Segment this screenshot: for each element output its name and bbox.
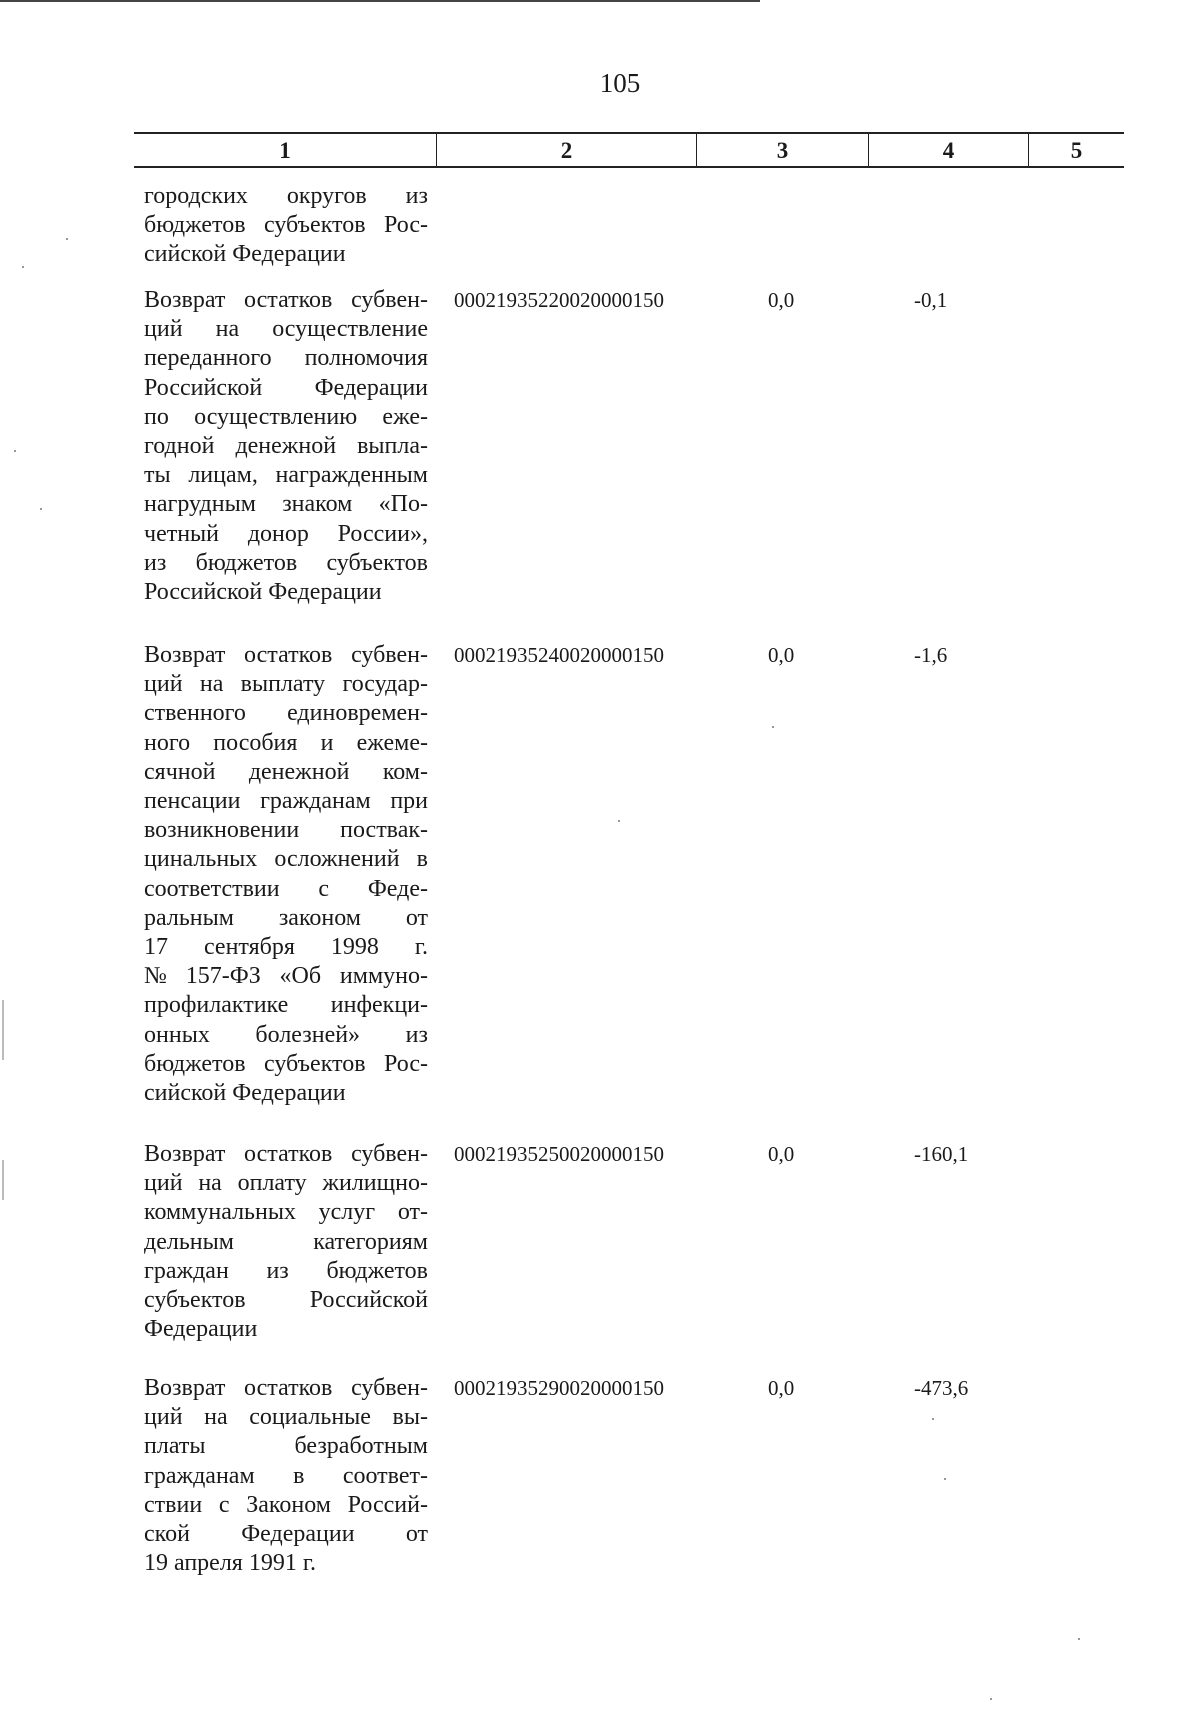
row-name-cell <box>144 1374 428 1578</box>
scan-speck <box>1078 1638 1080 1640</box>
budget-table <box>134 132 1124 1577</box>
row-name-line: ций на социальные вы- <box>144 1404 428 1431</box>
page-number: 105 <box>599 68 641 98</box>
row-name-cell <box>144 641 428 1108</box>
row-code-cell: 00021935250020000150 <box>454 1142 664 1166</box>
row-code-cell: 00021935240020000150 <box>454 643 664 667</box>
row-name-line: гражданам в соответ- <box>144 1462 428 1489</box>
row-code-cell: 00021935290020000150 <box>454 1376 664 1400</box>
scan-speck <box>22 266 24 268</box>
scan-speck <box>40 508 42 510</box>
row-name-line: ской Федерации от <box>144 1521 428 1548</box>
row-name-line: Российской Федерации <box>144 374 428 401</box>
row-col3-cell: 0,0 <box>768 643 795 667</box>
header-col-3: 3 <box>696 134 868 166</box>
row-name-line: Возврат остатков субвен- <box>144 642 428 668</box>
row-name-line: № 157-ФЗ «Об иммуно- <box>144 963 428 990</box>
scan-edge-mark <box>2 1000 4 1060</box>
row-name-line: бюджетов субъектов Рос- <box>144 1050 428 1077</box>
row-col3-cell: 0,0 <box>768 1376 795 1400</box>
row-col4-cell: -0,1 <box>914 288 948 312</box>
row-name-line: профилактике инфекци- <box>144 992 428 1019</box>
scan-speck <box>618 820 620 822</box>
scan-speck <box>772 726 774 728</box>
scan-edge-mark <box>2 1160 4 1200</box>
row-name-line: Федерации <box>144 1316 258 1343</box>
header-col-4: 4 <box>868 134 1028 166</box>
scan-speck <box>944 1478 946 1480</box>
row-name-line: годной денежной выпла- <box>144 433 428 460</box>
row-name-line: соответствии с Феде- <box>144 875 428 902</box>
row-name-line: сийской Федерации <box>144 241 346 268</box>
row-name-line: коммунальных услуг от- <box>144 1199 428 1226</box>
header-col-2: 2 <box>436 134 696 166</box>
row-name-line: бюджетов субъектов Рос- <box>144 212 428 239</box>
row-col3-cell: 0,0 <box>768 288 795 312</box>
row-name-line: ций на осуществление <box>144 316 428 343</box>
row-col3-cell: 0,0 <box>768 1142 795 1166</box>
row-name-line: ствии с Законом Россий- <box>144 1491 428 1518</box>
header-col-1: 1 <box>279 138 291 163</box>
row-name-line: дельным категориям <box>144 1228 428 1255</box>
row-name-line: городских округов из <box>144 183 428 209</box>
scan-speck <box>66 238 68 240</box>
row-name-line: сийской Федерации <box>144 1080 346 1107</box>
row-name-line: Возврат остатков субвен- <box>144 287 428 313</box>
row-code-cell: 00021935220020000150 <box>454 288 664 312</box>
row-name-line: Возврат остатков субвен- <box>144 1141 428 1167</box>
row-name-line: субъектов Российской <box>144 1287 428 1314</box>
scan-speck <box>990 1698 992 1700</box>
row-name-line: ты лицам, награжденным <box>144 462 428 489</box>
header-col-5: 5 <box>1028 134 1124 166</box>
row-name-line: переданного полномочия <box>144 345 428 372</box>
row-name-cell <box>144 1140 428 1344</box>
row-name-line: цинальных осложнений в <box>144 846 428 873</box>
row-name-line: возникновении поствак- <box>144 817 428 844</box>
row-name-line: по осуществлению еже- <box>144 403 428 430</box>
row-name-line: 19 апреля 1991 г. <box>144 1550 316 1577</box>
row-col4-cell: -160,1 <box>914 1142 969 1166</box>
scan-speck <box>932 1418 934 1420</box>
scan-speck <box>14 450 16 452</box>
row-name-line: граждан из бюджетов <box>144 1257 428 1284</box>
row-name-line: из бюджетов субъектов <box>144 549 428 576</box>
row-name-line: ного пособия и ежеме- <box>144 729 428 756</box>
row-col4-cell: -1,6 <box>914 643 948 667</box>
row-name-line: нагрудным знаком «По- <box>144 491 428 518</box>
row-name-line: четный донор России», <box>144 520 428 547</box>
row-name-cell <box>144 182 428 270</box>
row-name-line: ций на выплату государ- <box>144 671 428 698</box>
row-name-line: платы безработным <box>144 1433 428 1460</box>
row-name-cell <box>144 286 428 607</box>
row-name-line: пенсации гражданам при <box>144 788 428 815</box>
row-name-line: ственного единовремен- <box>144 700 428 727</box>
row-name-line: 17 сентября 1998 г. <box>144 934 428 961</box>
row-name-line: Российской Федерации <box>144 579 382 606</box>
row-col4-cell: -473,6 <box>914 1376 969 1400</box>
row-name-line: ральным законом от <box>144 904 428 931</box>
row-name-line: ций на оплату жилищно- <box>144 1170 428 1197</box>
table-header <box>134 132 1124 168</box>
row-name-line: сячной денежной ком- <box>144 758 428 785</box>
row-name-line: Возврат остатков субвен- <box>144 1375 428 1401</box>
top-rule <box>0 0 760 2</box>
row-name-line: онных болезней» из <box>144 1021 428 1048</box>
